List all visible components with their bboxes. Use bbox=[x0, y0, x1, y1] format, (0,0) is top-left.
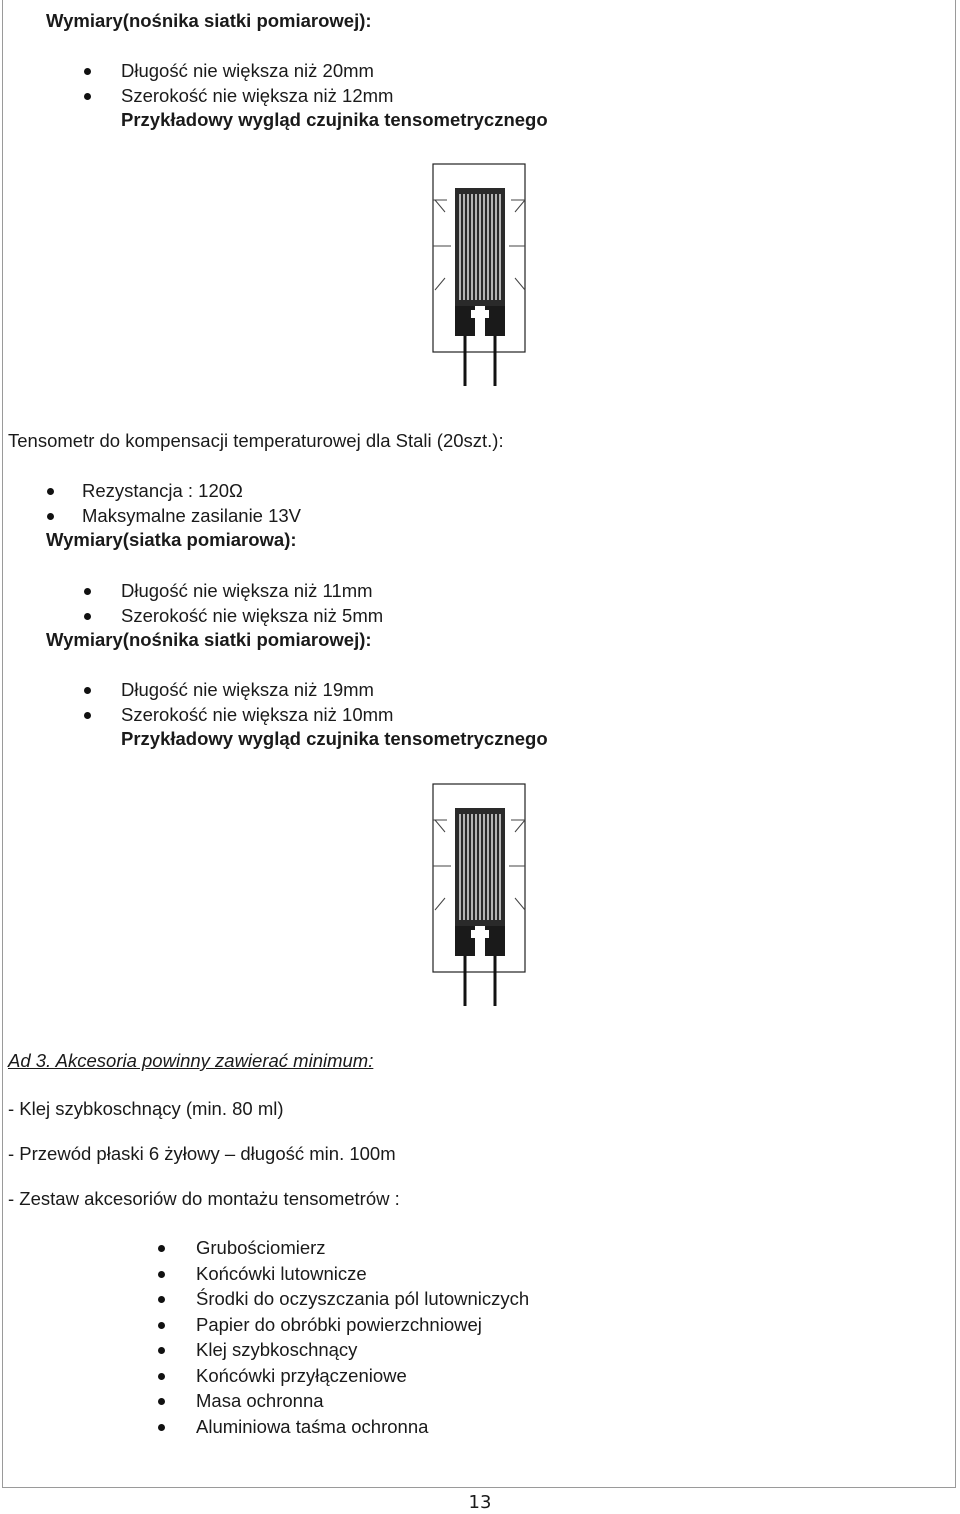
list-item: Długość nie większa niż 11mm bbox=[121, 580, 373, 601]
page-number: 13 bbox=[468, 1492, 492, 1513]
list-item: Szerokość nie większa niż 5mm bbox=[121, 605, 384, 626]
bullet-icon bbox=[158, 1296, 165, 1303]
list-item: Grubościomierz bbox=[196, 1237, 326, 1258]
accessory-line: - Zestaw akcesoriów do montażu tensometrów : bbox=[8, 1188, 400, 1209]
list-item: Rezystancja : 120Ω bbox=[82, 480, 243, 501]
bullet-icon bbox=[84, 687, 91, 694]
bullet-icon bbox=[158, 1347, 165, 1354]
bullet-icon bbox=[84, 712, 91, 719]
list-item: Papier do obróbki powierzchniowej bbox=[196, 1314, 482, 1335]
list-item: Szerokość nie większa niż 10mm bbox=[121, 704, 394, 725]
example-caption-1: Przykładowy wygląd czujnika tensometrycznego bbox=[121, 109, 548, 130]
grid-dimensions-heading: Wymiary(siatka pomiarowa): bbox=[46, 529, 297, 550]
bullet-icon bbox=[158, 1322, 165, 1329]
compensation-gauge-intro: Tensometr do kompensacji temperaturowej dla Stali (20szt.): bbox=[8, 430, 504, 451]
bullet-icon bbox=[158, 1373, 165, 1380]
list-item: Szerokość nie większa niż 12mm bbox=[121, 85, 394, 106]
carrier-dimensions-heading-2: Wymiary(nośnika siatki pomiarowej): bbox=[46, 629, 372, 650]
strain-gauge-image-2 bbox=[425, 780, 535, 1010]
carrier-dimensions-heading-1: Wymiary(nośnika siatki pomiarowej): bbox=[46, 10, 372, 31]
list-item: Długość nie większa niż 19mm bbox=[121, 679, 374, 700]
list-item: Długość nie większa niż 20mm bbox=[121, 60, 374, 81]
list-item: Klej szybkoschnący bbox=[196, 1339, 358, 1360]
bullet-icon bbox=[158, 1398, 165, 1405]
bullet-icon bbox=[47, 513, 54, 520]
strain-gauge-image-1 bbox=[425, 160, 535, 390]
list-item: Maksymalne zasilanie 13V bbox=[82, 505, 302, 526]
bullet-icon bbox=[84, 588, 91, 595]
example-caption-2: Przykładowy wygląd czujnika tensometrycznego bbox=[121, 728, 548, 749]
accessories-heading: Ad 3. Akcesoria powinny zawierać minimum: bbox=[8, 1050, 374, 1071]
list-item: Środki do oczyszczania pól lutowniczych bbox=[196, 1288, 530, 1309]
bullet-icon bbox=[158, 1271, 165, 1278]
bullet-icon bbox=[84, 93, 91, 100]
list-item: Aluminiowa taśma ochronna bbox=[196, 1416, 429, 1437]
list-item: Końcówki przyłączeniowe bbox=[196, 1365, 407, 1386]
accessory-line: - Przewód płaski 6 żyłowy – długość min. 100m bbox=[8, 1143, 396, 1164]
accessory-line: - Klej szybkoschnący (min. 80 ml) bbox=[8, 1098, 284, 1119]
list-item: Masa ochronna bbox=[196, 1390, 324, 1411]
bullet-icon bbox=[47, 488, 54, 495]
bullet-icon bbox=[84, 613, 91, 620]
bullet-icon bbox=[84, 68, 91, 75]
list-item: Końcówki lutownicze bbox=[196, 1263, 367, 1284]
bullet-icon bbox=[158, 1424, 165, 1431]
bullet-icon bbox=[158, 1245, 165, 1252]
